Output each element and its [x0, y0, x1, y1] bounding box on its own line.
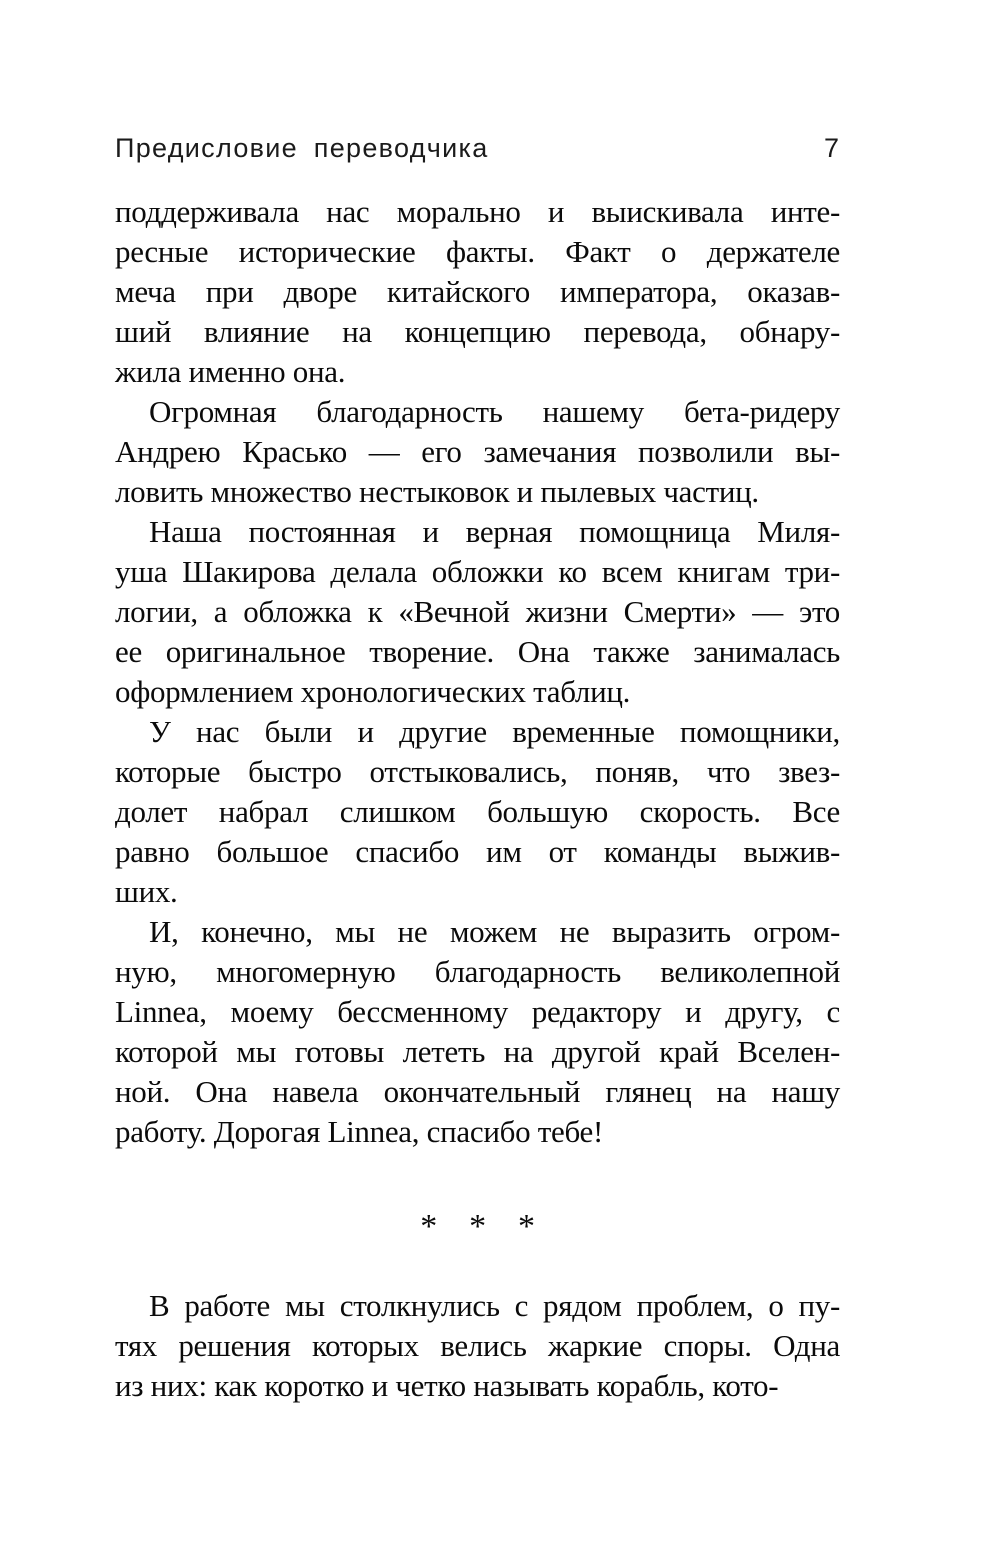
text-line: работу. Дорогая Linnea, спасибо тебе! — [115, 1114, 603, 1149]
text-line: ловить множество нестыковок и пылевых частиц. — [115, 474, 759, 509]
text-line: ший влияние на концепцию перевода, обнару- — [115, 314, 840, 349]
text-line: равно большое спасибо им от команды выжив- — [115, 834, 840, 869]
paragraph — [115, 1286, 840, 1406]
text-line: меча при дворе китайского императора, оказав- — [115, 274, 840, 309]
text-line: Огромная благодарность нашему бета-ридеру — [149, 394, 840, 429]
text-line: ресные исторические факты. Факт о держателе — [115, 234, 840, 269]
running-title: Предисловие переводчика — [115, 133, 489, 163]
text-line: долет набрал слишком большую скорость. Все — [115, 794, 840, 829]
text-line: ной. Она навела окончательный глянец на нашу — [115, 1074, 840, 1109]
page-number: 7 — [823, 133, 839, 163]
text-line: жила именно она. — [115, 354, 346, 389]
paragraph — [115, 192, 840, 392]
paragraph — [115, 392, 840, 512]
text-line: И, конечно, мы не можем не выразить огром- — [149, 914, 840, 949]
text-line: оформлением хронологических таблиц. — [115, 674, 631, 709]
text-line: ших. — [115, 874, 178, 909]
text-line: которые быстро отстыковались, поняв, что звез- — [115, 754, 840, 789]
text-line: В работе мы столкнулись с рядом проблем, о пу- — [149, 1288, 840, 1323]
paragraph — [115, 712, 840, 912]
paragraph — [115, 912, 840, 1152]
text-line: из них: как коротко и четко называть корабль, кото- — [115, 1368, 779, 1403]
text-line: уша Шакирова делала обложки ко всем книгам три- — [115, 554, 840, 589]
page-header — [115, 133, 839, 163]
paragraph — [115, 512, 840, 712]
text-line: логии, а обложка к «Вечной жизни Смерти» — это — [115, 594, 840, 629]
text-line: ную, многомерную благодарность великолепной — [115, 954, 840, 989]
text-line: Linnea, моему бессменному редактору и другу, с — [115, 994, 840, 1029]
text-line: которой мы готовы лететь на другой край Вселен- — [115, 1034, 840, 1069]
text-line: У нас были и другие временные помощники, — [149, 714, 840, 749]
text-line: Андрею Красько — его замечания позволили вы- — [115, 434, 840, 469]
text-line: ее оригинальное творение. Она также занималась — [115, 634, 840, 669]
text-line: тях решения которых велись жаркие споры. Одна — [115, 1328, 840, 1363]
text-line: поддерживала нас морально и выискивала инте- — [115, 194, 840, 229]
text-line: Наша постоянная и верная помощница Миля- — [149, 514, 840, 549]
text-block — [115, 192, 840, 1406]
section-separator: * * * — [420, 1208, 535, 1245]
